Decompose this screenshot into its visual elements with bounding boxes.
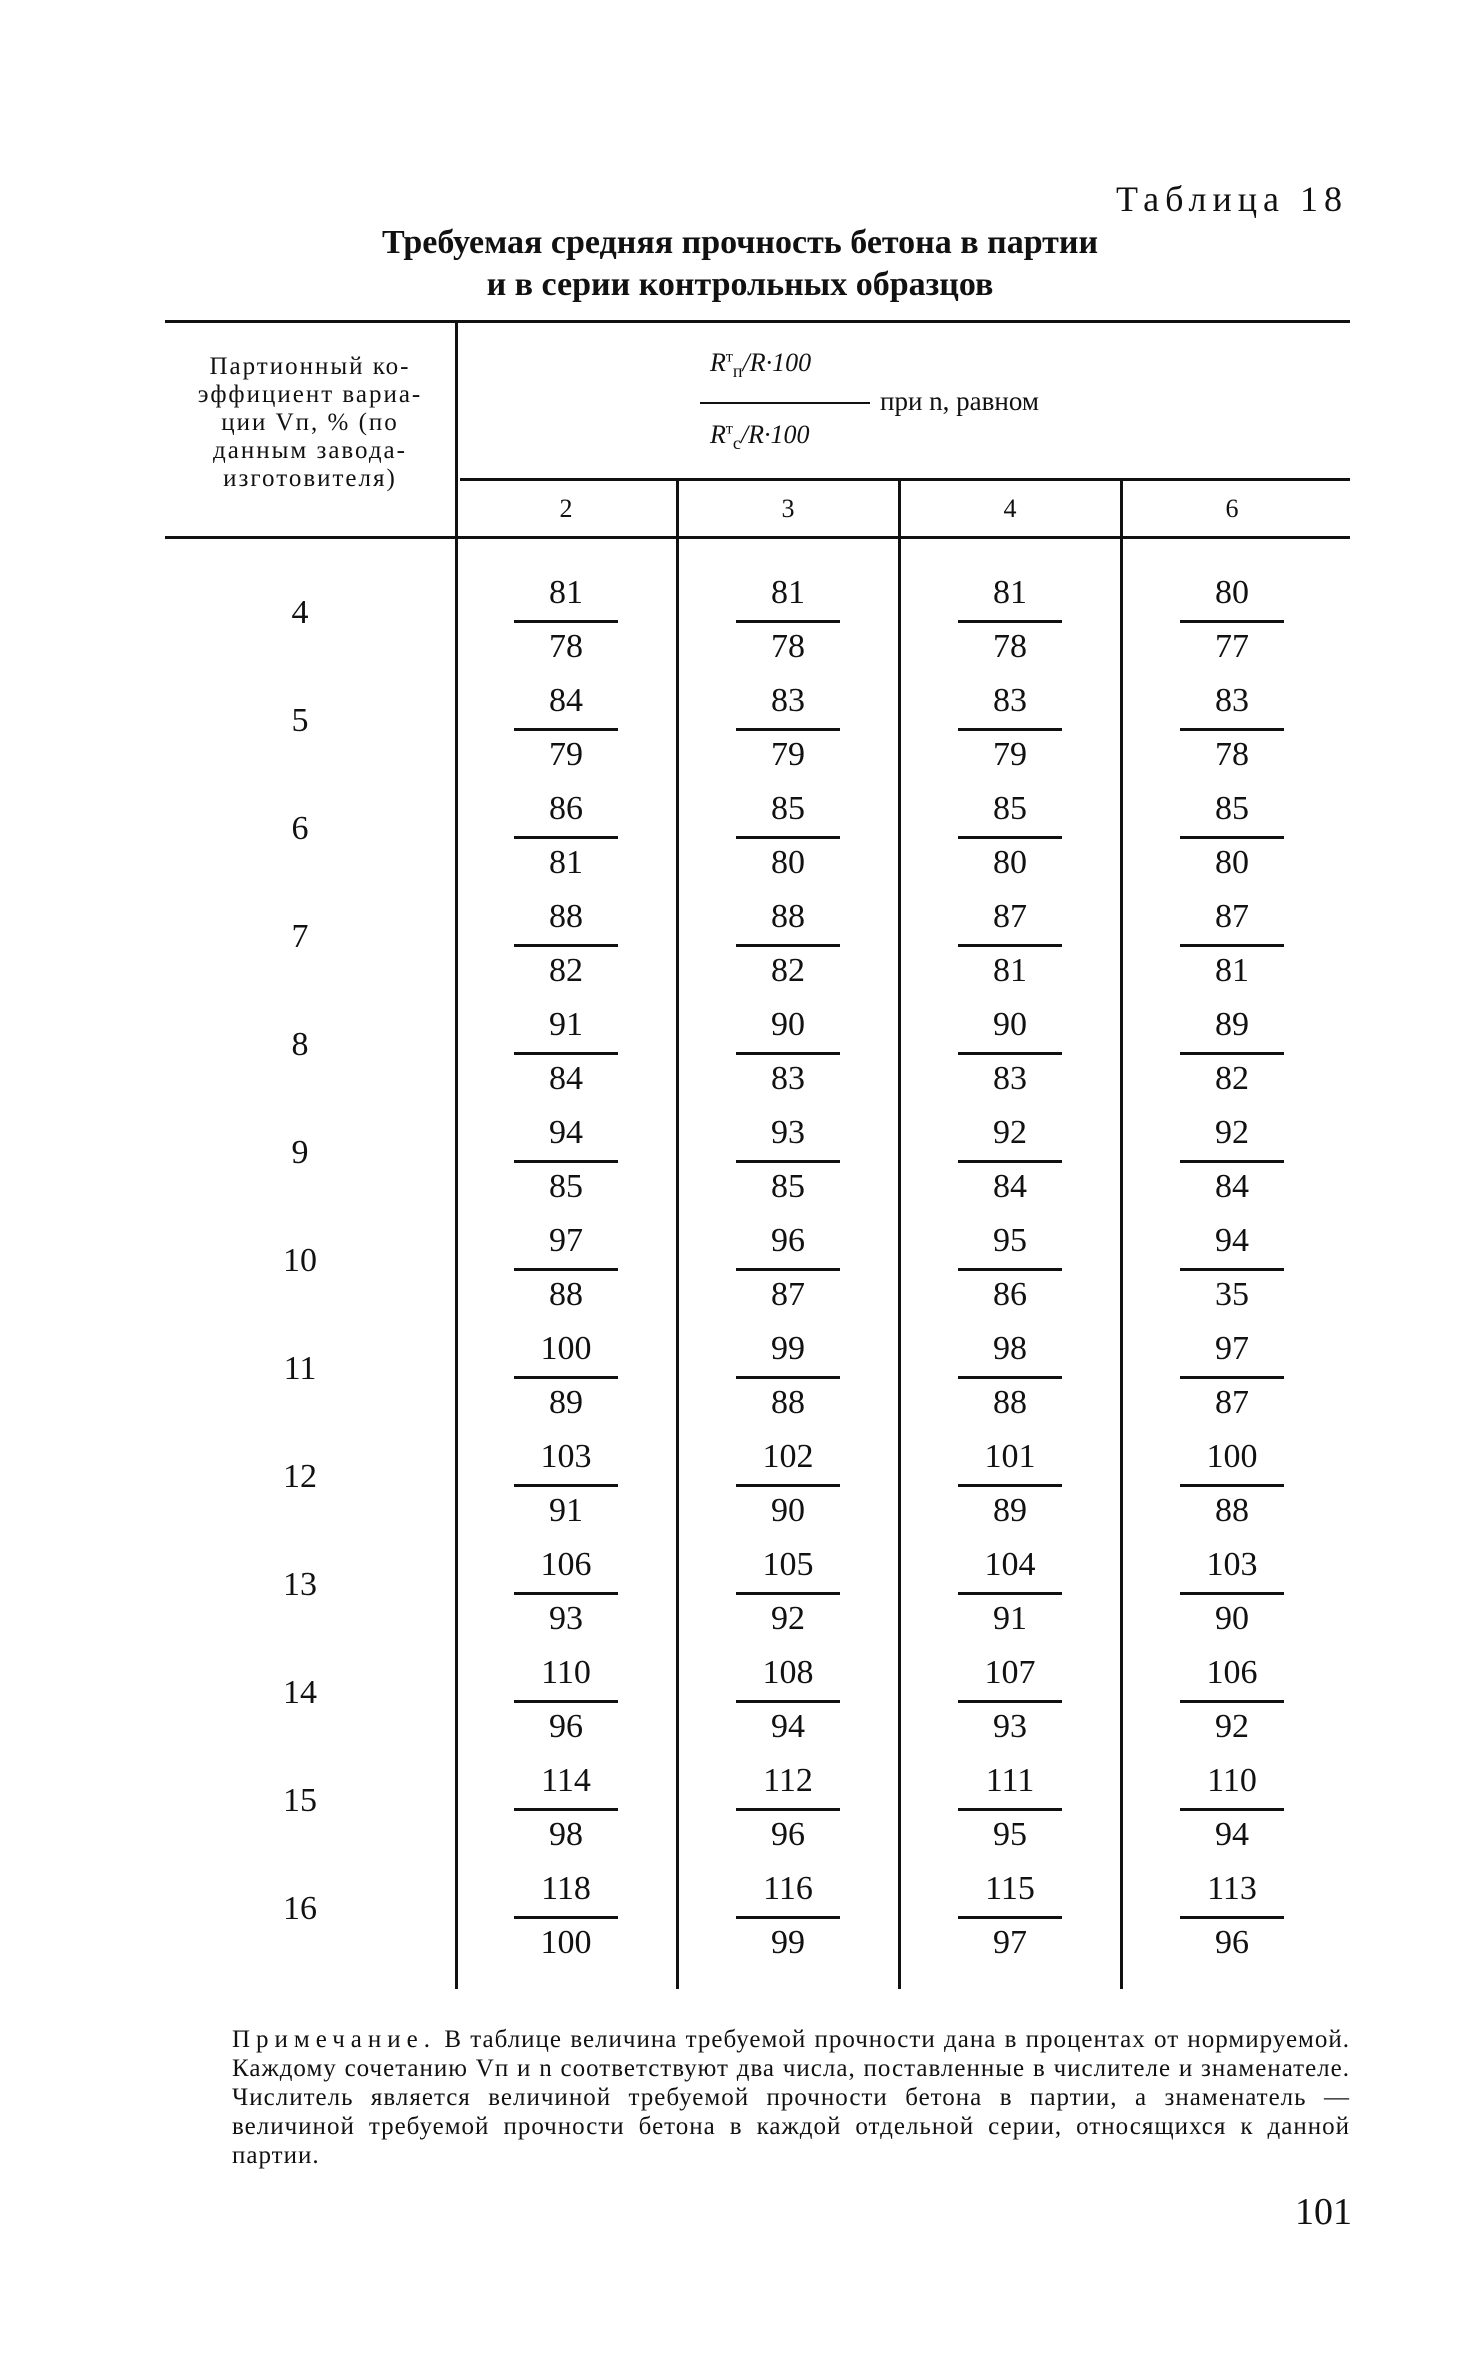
fraction-bar [1180,944,1284,947]
denominator-value: 82 [549,952,583,989]
fraction-bar [1180,620,1284,623]
numerator-value: 103 [540,1438,592,1475]
denominator-value: 84 [1215,1168,1249,1205]
numerator-value: 115 [985,1870,1035,1907]
top-rule [165,320,1350,323]
denominator-value: 79 [771,736,805,773]
numerator-value: 106 [540,1546,592,1583]
numerator-value: 107 [984,1654,1036,1691]
column-header-formula [680,342,1240,462]
fraction-bar [736,1484,840,1487]
n-header-3: 3 [781,494,795,523]
fraction-bar [1180,1268,1284,1271]
numerator-value: 110 [541,1654,591,1691]
vp-value: 4 [291,594,309,631]
numerator-value: 83 [1215,682,1249,719]
denominator-value: 88 [771,1384,805,1421]
vp-value: 11 [283,1350,317,1387]
denominator-value: 81 [549,844,583,881]
numerator-value: 113 [1207,1870,1257,1907]
fraction-bar [1180,836,1284,839]
denominator-value: 94 [771,1708,805,1745]
numerator-value: 91 [549,1006,583,1043]
denominator-value: 86 [993,1276,1027,1313]
denominator-value: 100 [540,1924,592,1961]
table-label: Таблица 18 [1116,179,1348,219]
fraction-bar [736,1052,840,1055]
denominator-value: 94 [1215,1816,1249,1853]
numerator-value: 85 [993,790,1027,827]
denominator-value: 78 [549,628,583,665]
vp-value: 13 [283,1566,317,1603]
vp-value: 6 [291,810,309,847]
denominator-value: 98 [549,1816,583,1853]
fraction-bar [1180,728,1284,731]
fraction-bar [736,1160,840,1163]
denominator-value: 90 [771,1492,805,1529]
fraction-bar [514,1052,618,1055]
fraction-bar [514,836,618,839]
fraction-bar [736,1700,840,1703]
numerator-value: 103 [1206,1546,1258,1583]
denominator-value: 80 [1215,844,1249,881]
row-header-line: ции Vп, % (по [221,409,399,436]
fraction-bar [958,1376,1062,1379]
fraction-bar [514,1592,618,1595]
fraction-bar [514,728,618,731]
numerator-value: 118 [541,1870,591,1907]
table-title [300,222,1180,306]
fraction-bar [736,836,840,839]
numerator-value: 97 [549,1222,583,1259]
denominator-value: 91 [993,1600,1027,1637]
numerator-value: 105 [762,1546,814,1583]
denominator-value: 85 [771,1168,805,1205]
numerator-value: 84 [549,682,583,719]
numerator-value: 86 [549,790,583,827]
numerator-value: 97 [1215,1330,1249,1367]
denominator-value: 95 [993,1816,1027,1853]
fraction-bar [958,1592,1062,1595]
header-bottom-rule [165,536,1350,539]
vp-value: 10 [283,1242,317,1279]
fraction-bar [736,728,840,731]
row-header-line: изготовителя) [223,465,397,492]
vp-value: 14 [283,1674,317,1711]
numerator-value: 87 [1215,898,1249,935]
note [232,2025,1350,2170]
denominator-value: 80 [993,844,1027,881]
vp-value: 16 [283,1890,317,1927]
fraction-bar [736,620,840,623]
denominator-value: 79 [993,736,1027,773]
note-label: Примечание. [232,2026,437,2053]
numerator-value: 83 [993,682,1027,719]
denominator-value: 81 [1215,952,1249,989]
n-header-rule [460,478,1350,481]
fraction-bar [1180,1376,1284,1379]
denominator-value: 83 [993,1060,1027,1097]
numerator-value: 85 [771,790,805,827]
title-line-2: и в серии контрольных образцов [486,266,994,303]
fraction-bar [958,1268,1062,1271]
row-header-line: данным завода- [213,437,407,464]
denominator-value: 99 [771,1924,805,1961]
numerator-value: 81 [549,574,583,611]
numerator-value: 112 [763,1762,813,1799]
fraction-bar [958,944,1062,947]
denominator-value: 84 [993,1168,1027,1205]
denominator-value: 85 [549,1168,583,1205]
numerator-value: 100 [540,1330,592,1367]
fraction-bar [736,1268,840,1271]
fraction-bar [958,1160,1062,1163]
fraction-bar [1180,1052,1284,1055]
denominator-value: 91 [549,1492,583,1529]
fraction-bar [514,1808,618,1811]
denominator-value: 82 [771,952,805,989]
denominator-value: 78 [993,628,1027,665]
vp-value: 5 [291,702,309,739]
row-header [160,353,460,493]
fraction-bar [958,728,1062,731]
vp-value: 9 [291,1134,309,1171]
numerator-value: 94 [1215,1222,1249,1259]
fraction-bar [958,1916,1062,1919]
n-header-2: 2 [559,494,573,523]
fraction-bar [736,1592,840,1595]
denominator-value: 93 [549,1600,583,1637]
numerator-value: 85 [1215,790,1249,827]
numerator-value: 89 [1215,1006,1249,1043]
numerator-value: 111 [985,1762,1035,1799]
numerator-value: 90 [993,1006,1027,1043]
denominator-value: 88 [1215,1492,1249,1529]
denominator-value: 96 [771,1816,805,1853]
numerator-value: 96 [771,1222,805,1259]
numerator-value: 106 [1206,1654,1258,1691]
denominator-value: 88 [549,1276,583,1313]
fraction-bar [958,1052,1062,1055]
fraction-bar [958,836,1062,839]
denominator-value: 87 [771,1276,805,1313]
fraction-bar [1180,1484,1284,1487]
denominator-value: 90 [1215,1600,1249,1637]
fraction-bar [514,1484,618,1487]
denominator-value: 78 [1215,736,1249,773]
fraction-bar [736,1808,840,1811]
fraction-bar [958,1484,1062,1487]
n-header-4: 4 [1003,494,1017,523]
formula-numerator: $R^т_п/R\cdot 100$ [710,348,812,382]
fraction-bar [1180,1700,1284,1703]
formula-fraction-bar [700,402,870,404]
fraction-bar [736,1376,840,1379]
denominator-value: 83 [771,1060,805,1097]
numerator-value: 101 [984,1438,1036,1475]
numerator-value: 92 [1215,1114,1249,1151]
denominator-value: 97 [993,1924,1027,1961]
denominator-value: 96 [549,1708,583,1745]
numerator-value: 110 [1207,1762,1257,1799]
formula-suffix: при n, равном [880,386,1039,416]
fraction-bar [958,1700,1062,1703]
n-header-6: 6 [1225,494,1239,523]
fraction-bar [1180,1160,1284,1163]
denominator-value: 78 [771,628,805,665]
numerator-value: 116 [763,1870,813,1907]
fraction-bar [736,944,840,947]
denominator-value: 80 [771,844,805,881]
numerator-value: 100 [1206,1438,1258,1475]
numerator-value: 83 [771,682,805,719]
denominator-value: 77 [1215,628,1249,665]
numerator-value: 102 [762,1438,814,1475]
fraction-bar [736,1916,840,1919]
numerator-value: 114 [541,1762,591,1799]
denominator-value: 96 [1215,1924,1249,1961]
numerator-value: 104 [984,1546,1036,1583]
denominator-value: 89 [549,1384,583,1421]
vp-value: 12 [283,1458,317,1495]
denominator-value: 92 [1215,1708,1249,1745]
fraction-bar [1180,1916,1284,1919]
fraction-bar [514,944,618,947]
vp-value: 8 [291,1026,309,1063]
numerator-value: 88 [549,898,583,935]
fraction-bar [514,1160,618,1163]
numerator-value: 95 [993,1222,1027,1259]
fraction-bar [1180,1808,1284,1811]
denominator-value: 88 [993,1384,1027,1421]
denominator-value: 82 [1215,1060,1249,1097]
row-header-line: эффициент вариа- [197,381,423,408]
vp-value: 7 [291,918,309,955]
note-text: В таблице величина требуемой прочности дана в процентах от нормируемой. Каждому сочетанию Vп и n соответствуют два числа, поставленные в числителе и знаменателе. Числитель является величиной требуемой прочности бетона в партии, а знаменатель — величиной требуемой прочности бетона в каждой отдельной серии, относящихся к данной партии. [232,2026,1350,2169]
vp-value: 15 [283,1782,317,1819]
numerator-value: 90 [771,1006,805,1043]
denominator-value: 92 [771,1600,805,1637]
denominator-value: 89 [993,1492,1027,1529]
numerator-value: 92 [993,1114,1027,1151]
denominator-value: 81 [993,952,1027,989]
numerator-value: 99 [771,1330,805,1367]
fraction-bar [514,1376,618,1379]
numerator-value: 81 [993,574,1027,611]
page-number: 101 [1295,2191,1352,2233]
denominator-value: 79 [549,736,583,773]
denominator-value: 93 [993,1708,1027,1745]
fraction-bar [958,620,1062,623]
numerator-value: 81 [771,574,805,611]
denominator-value: 35 [1215,1276,1249,1313]
fraction-bar [958,1808,1062,1811]
numerator-value: 87 [993,898,1027,935]
numerator-value: 94 [549,1114,583,1151]
fraction-bar [514,1916,618,1919]
formula-denominator: $R^т_с/R\cdot 100$ [710,420,810,454]
numerator-value: 88 [771,898,805,935]
fraction-bar [1180,1592,1284,1595]
numerator-value: 80 [1215,574,1249,611]
numerator-value: 108 [762,1654,814,1691]
denominator-value: 84 [549,1060,583,1097]
fraction-bar [514,620,618,623]
numerator-value: 98 [993,1330,1027,1367]
numerator-value: 93 [771,1114,805,1151]
title-line-1: Требуемая средняя прочность бетона в партии [381,224,1099,261]
fraction-bar [514,1268,618,1271]
denominator-value: 87 [1215,1384,1249,1421]
row-header-line: Партионный ко- [209,353,411,380]
fraction-bar [514,1700,618,1703]
